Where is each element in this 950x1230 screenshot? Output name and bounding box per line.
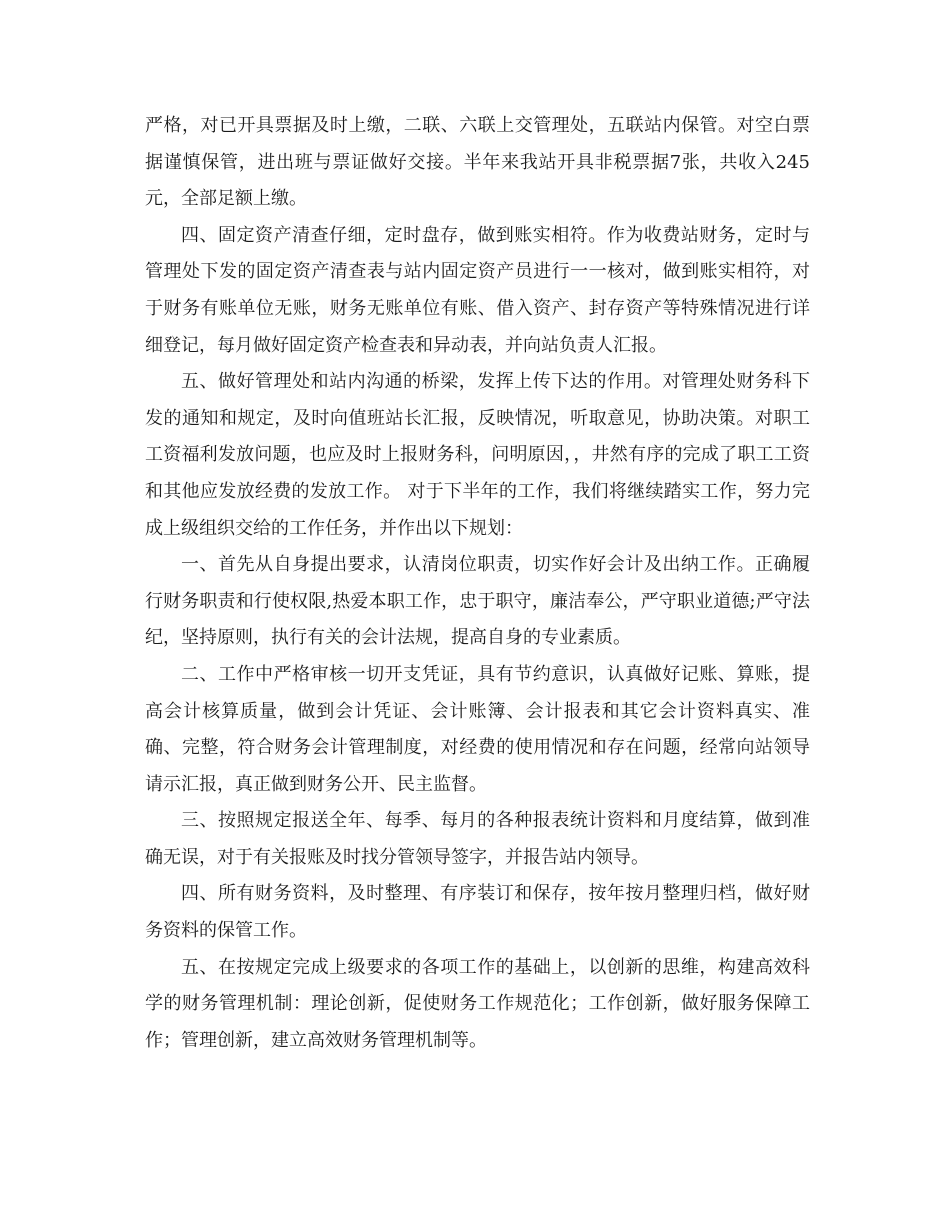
paragraph-6: 三、按照规定报送全年、每季、每月的各种报表统计资料和月度结算，做到准确无误，对于有关报账及时找分管领导签字，并报告站内领导。	[145, 810, 810, 868]
paragraph-4: 一、首先从自身提出要求，认清岗位职责，切实作好会计及出纳工作。正确履行财务职责和行使权限,热爱本职工作，忠于职守，廉洁奉公，严守职业道德;严守法纪，坚持原则，执行有关的会计法规，提高自身的专业素质。	[145, 554, 810, 649]
paragraph-1: 严格，对已开具票据及时上缴，二联、六联上交管理处，五联站内保管。对空白票据谨慎保管，进出班与票证做好交接。半年来我站开具非税票据7张，共收入245元，全部足额上缴。	[145, 115, 810, 210]
paragraph-7: 四、所有财务资料，及时整理、有序装订和保存，按年按月整理归档，做好财务资料的保管工作。	[145, 883, 810, 942]
paragraph-5: 二、工作中严格审核一切开支凭证，具有节约意识，认真做好记账、算账，提高会计核算质量，做到会计凭证、会计账簿、会计报表和其它会计资料真实、准确、完整，符合财务会计管理制度，对经费的使用情况和存在问题，经常向站领导请示汇报，真正做到财务公开、民主监督。	[145, 663, 810, 795]
paragraph-2: 四、固定资产清查仔细，定时盘存，做到账实相符。作为收费站财务，定时与管理处下发的固定资产清查表与站内固定资产员进行一一核对，做到账实相符，对于财务有账单位无账，财务无账单位有账、借入资产、封存资产等特殊情况进行详细登记，每月做好固定资产检查表和异动表，并向站负责人汇报。	[145, 224, 810, 356]
paragraph-8: 五、在按规定完成上级要求的各项工作的基础上，以创新的思维，构建高效科学的财务管理机制：理论创新，促使财务工作规范化；工作创新，做好服务保障工作；管理创新，建立高效财务管理机制等。	[145, 956, 810, 1051]
document-body	[145, 108, 810, 1059]
paragraph-3: 五、做好管理处和站内沟通的桥梁，发挥上传下达的作用。对管理处财务科下发的通知和规定，及时向值班站长汇报，反映情况，听取意见，协助决策。对职工工资福利发放问题，也应及时上报财务科，问明原因，，井然有序的完成了职工工资和其他应发放经费的发放工作。 对于下半年的工作，我们将继续踏实工作，努力完成上级组织交给的工作任务，并作出以下规划：	[145, 371, 810, 539]
